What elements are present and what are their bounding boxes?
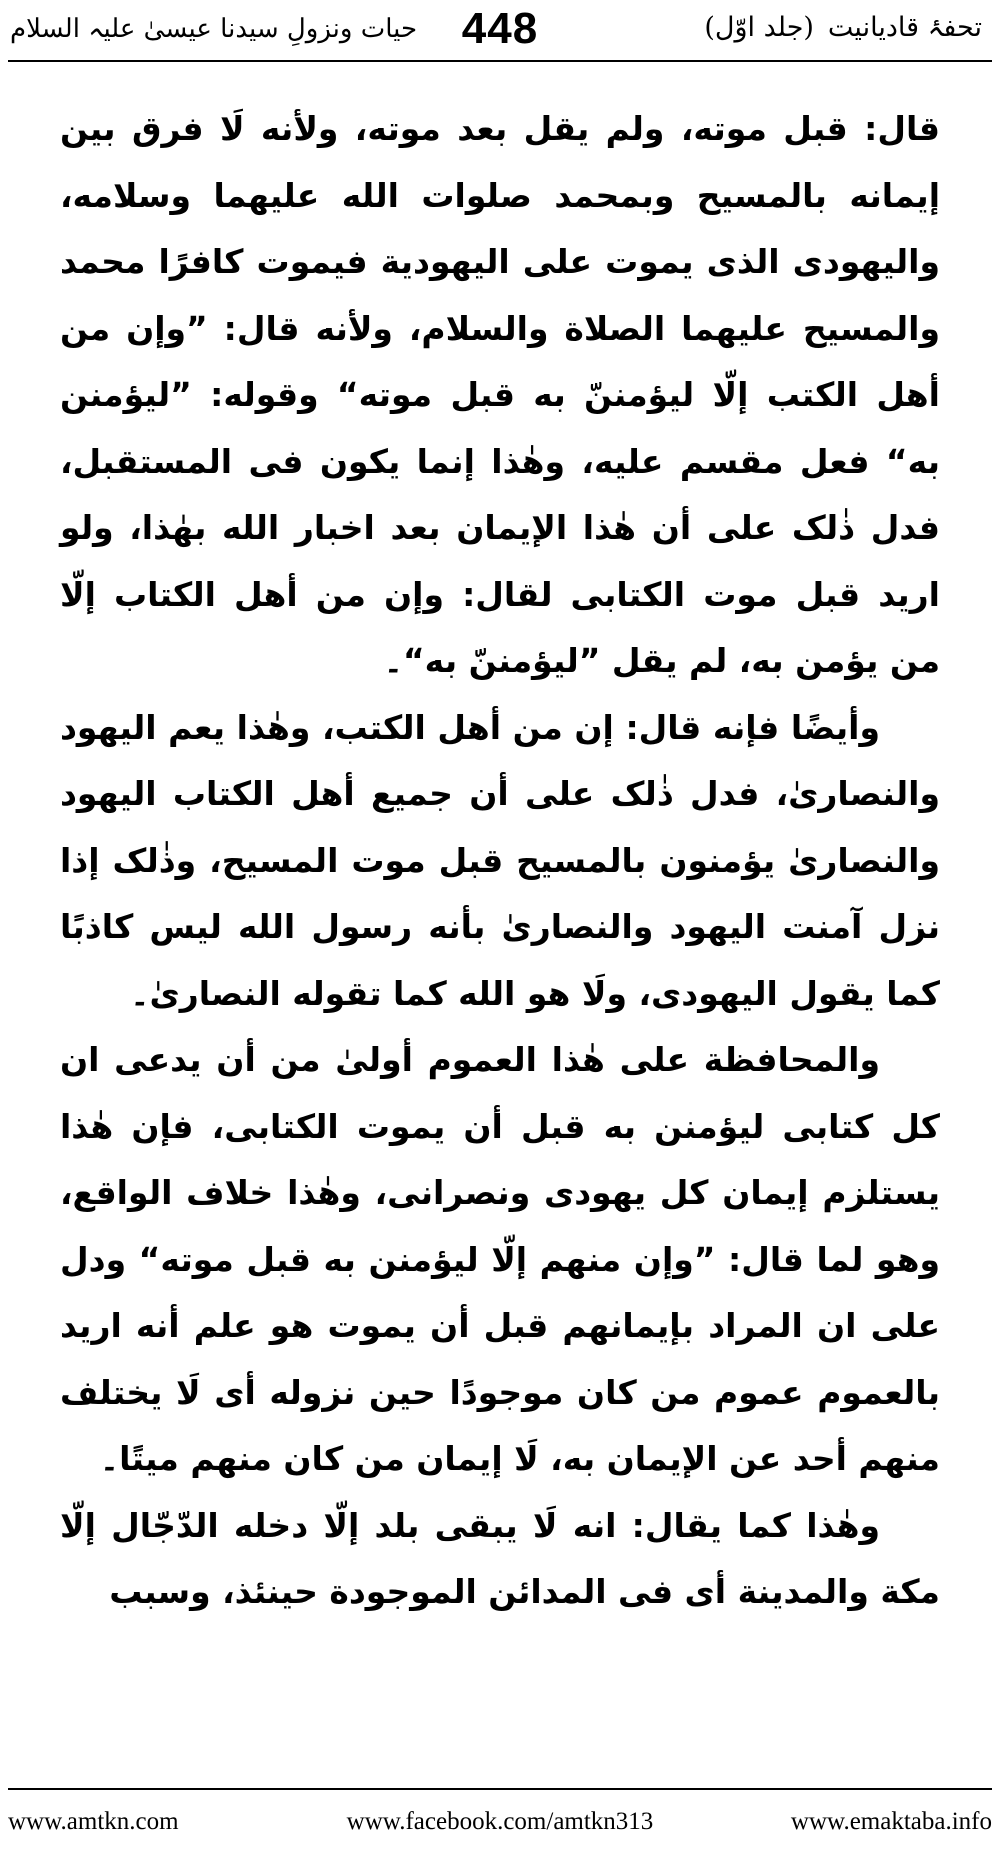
page-header [0,0,1000,58]
book-title: تحفۂ قادیانیت [827,12,982,43]
volume-label: (جلد اوّل) [704,12,814,43]
footer-divider [8,1788,992,1790]
page-body [60,96,940,1626]
paragraph-1: قال: قبل موته، ولم يقل بعد موته، ولأنه لَا فرق بين إيمانه بالمسيح وبمحمد صلوات الله عليهما وسلامه، واليهودى الذى يموت على اليهودية فيموت كافرًا محمد والمسيح عليهما الصلاة والسلام، ولأنه قال: ”وإن من أهل الكتب إلّا ليؤمننّ به قبل موته“ وقوله: ”ليؤمنن به“ فعل مقسم عليه، وهٰذا إنما يكون فى المستقبل، فدل ذٰلک على أن هٰذا الإيمان بعد اخبار الله بهٰذا، ولو اريد قبل موت الكتابى لقال: وإن من أهل الكتاب إلّا من يؤمن به، لم يقل ”ليؤمننّ به“۔ [60,109,940,680]
footer-link-facebook[interactable]: www.facebook.com/amtkn313 [346,1808,654,1835]
page-footer [0,1808,1000,1844]
section-title: حیات ونزولِ سیدنا عیسیٰ علیہ السلام [10,14,418,44]
paragraph-3: والمحافظة على هٰذا العموم أولىٰ من أن يدعى ان كل كتابى ليؤمنن به قبل أن يموت الكتابى، فإن هٰذا يستلزم إيمان كل يهودى ونصرانى، وهٰذا خلاف الواقع، وهو لما قال: ”وإن منهم إلّا ليؤمنن به قبل موته“ ودل على ان المراد بإيمانهم قبل أن يموت هو علم أنه اريد بالعموم عموم من كان موجودًا حين نزوله أى لَا يختلف منهم أحد عن الإيمان به، لَا إيمان من كان منهم ميتًا۔ [60,1040,940,1478]
footer-link-amtkn[interactable]: www.amtkn.com [8,1808,179,1835]
page-number: 448 [461,4,539,53]
paragraph-2: وأيضًا فإنه قال: إن من أهل الكتب، وهٰذا يعم اليهود والنصارىٰ، فدل ذٰلک على أن جميع أهل الكتاب اليهود والنصارىٰ يؤمنون بالمسيح قبل موت المسيح، وذٰلک إذا نزل آمنت اليهود والنصارىٰ بأنه رسول الله ليس كاذبًا كما يقول اليهودى، ولَا هو الله كما تقوله النصارىٰ۔ [60,707,940,1013]
paragraph-4: وهٰذا كما يقال: انه لَا يبقى بلد إلّا دخله الدّجّال إلّا مكة والمدينة أى فى المدائن الموجودة حينئذ، وسبب [60,1505,940,1611]
footer-link-emaktaba[interactable]: www.emaktaba.info [790,1808,992,1835]
header-divider [8,60,992,62]
